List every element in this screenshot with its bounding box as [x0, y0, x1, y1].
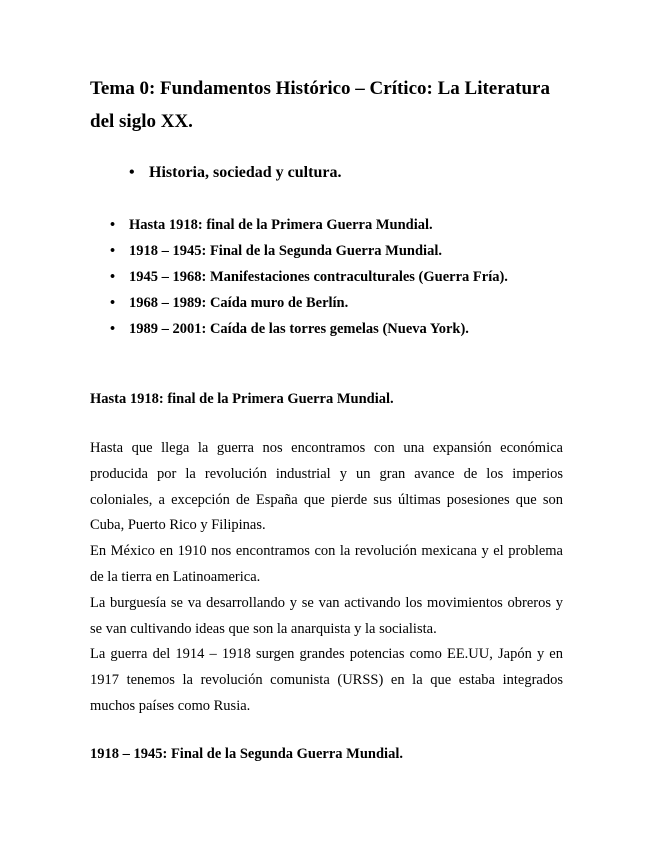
- list-item: [110, 266, 508, 292]
- periods-list: [110, 214, 508, 344]
- period-label: 1968 – 1989: Caída muro de Berlín.: [129, 295, 349, 311]
- document-title: Tema 0: Fundamentos Histórico – Crítico: La Literatura del siglo XX.: [90, 78, 550, 132]
- bullet-icon: •: [129, 164, 135, 181]
- period-label: 1989 – 2001: Caída de las torres gemelas (Nueva York).: [129, 321, 469, 337]
- list-item: [110, 292, 508, 318]
- period-label: Hasta 1918: final de la Primera Guerra Mundial.: [129, 217, 433, 233]
- paragraph: La burguesía se va desarrollando y se van activando los movimientos obreros y se van cultivando ideas que son la anarquista y la socialista.: [90, 594, 563, 637]
- paragraph: En México en 1910 nos encontramos con la revolución mexicana y el problema de la tierra en Latinoamerica.: [90, 543, 563, 585]
- section-body: [90, 436, 563, 720]
- bullet-icon: •: [110, 217, 116, 233]
- paragraph: Hasta que llega la guerra nos encontramos con una expansión económica producida por la revolución industrial y un gran avance de los imperios coloniales, a excepción de España que pierde sus últimas posesiones que son Cuba, Puerto Rico y Filipinas.: [90, 440, 563, 534]
- section-heading: 1918 – 1945: Final de la Segunda Guerra Mundial.: [90, 746, 403, 762]
- list-item: [110, 214, 508, 240]
- list-item: [129, 164, 341, 182]
- period-label: 1945 – 1968: Manifestaciones contraculturales (Guerra Fría).: [129, 269, 508, 285]
- list-item: [110, 240, 508, 266]
- bullet-icon: •: [110, 243, 116, 259]
- paragraph: La guerra del 1914 – 1918 surgen grandes potencias como EE.UU, Japón y en 1917 tenemos la revolución comunista (URSS) en la que estaba integrados muchos países como Rusia.: [90, 646, 563, 714]
- bullet-icon: •: [110, 295, 116, 311]
- list-item: [110, 318, 508, 344]
- subsection-label: Historia, sociedad y cultura.: [149, 164, 342, 181]
- subsection-list: [129, 164, 341, 182]
- section-heading: Hasta 1918: final de la Primera Guerra Mundial.: [90, 391, 394, 407]
- bullet-icon: •: [110, 321, 116, 337]
- period-label: 1918 – 1945: Final de la Segunda Guerra Mundial.: [129, 243, 442, 259]
- bullet-icon: •: [110, 269, 116, 285]
